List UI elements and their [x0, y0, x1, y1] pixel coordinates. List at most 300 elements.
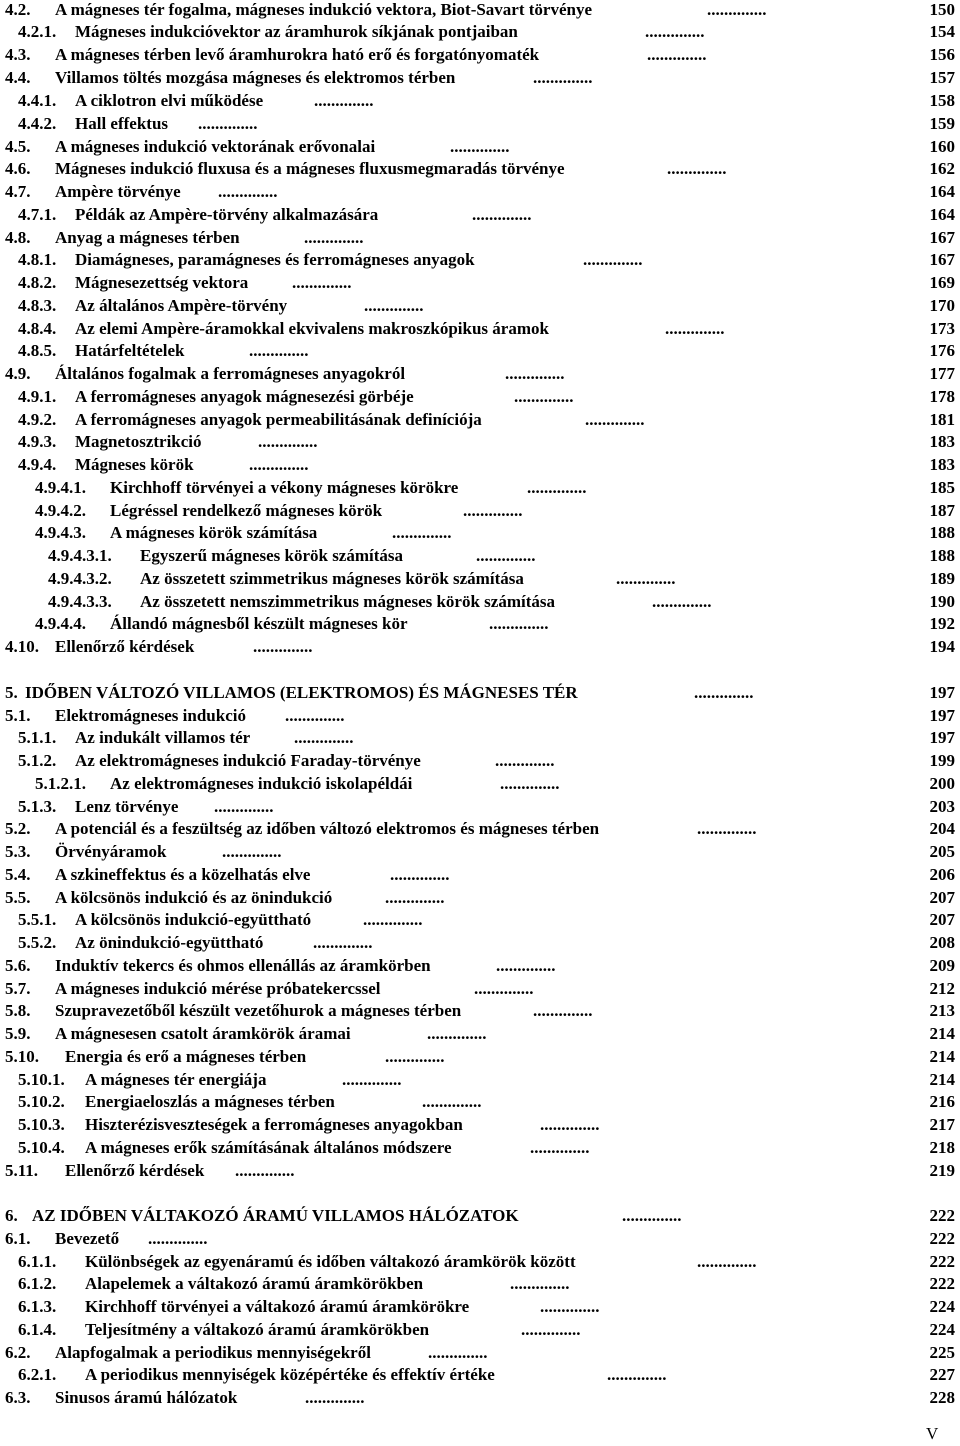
toc-entry-page: 187: [929, 501, 955, 520]
toc-entry-page: 173: [929, 319, 955, 338]
toc-dot-leader: ..............: [235, 1161, 295, 1180]
toc-entry[interactable]: [0, 728, 960, 751]
toc-entry[interactable]: [0, 68, 960, 91]
toc-entry-number: 5.1.3.: [18, 797, 57, 816]
toc-dot-leader: ..............: [249, 341, 309, 360]
toc-entry-page: 157: [929, 68, 955, 87]
toc-dot-leader: ..............: [428, 1343, 488, 1362]
toc-dot-leader: ..............: [521, 1320, 581, 1339]
toc-dot-leader: ..............: [665, 319, 725, 338]
toc-entry-page: 214: [929, 1047, 955, 1066]
toc-entry-number: 4.8.3.: [18, 296, 57, 315]
toc-entry[interactable]: [0, 1070, 960, 1093]
toc-entry-page: 197: [929, 728, 955, 747]
toc-entry-number: 5.11.: [5, 1161, 39, 1180]
toc-dot-leader: ..............: [304, 228, 364, 247]
toc-entry[interactable]: [0, 137, 960, 160]
toc-entry-number: 4.9.: [5, 364, 31, 383]
toc-entry-title: Állandó mágnesből készült mágneses kör: [110, 614, 408, 633]
toc-entry-title: A mágneses indukció mérése próbatekercssel: [55, 979, 381, 998]
toc-entry[interactable]: [0, 1138, 960, 1161]
toc-dot-leader: ..............: [583, 250, 643, 269]
toc-dot-leader: ..............: [364, 296, 424, 315]
toc-entry[interactable]: [0, 797, 960, 820]
toc-dot-leader: ..............: [533, 68, 593, 87]
toc-entry-page: 156: [929, 45, 955, 64]
toc-entry-title: Az elektromágneses indukció Faraday-törvénye: [75, 751, 421, 770]
toc-entry-title: Mágneses körök: [75, 455, 194, 474]
toc-dot-leader: ..............: [476, 546, 536, 565]
toc-entry-number: 5.10.: [5, 1047, 39, 1066]
toc-entry[interactable]: [0, 159, 960, 182]
toc-entry[interactable]: [0, 432, 960, 455]
toc-entry-page: 181: [929, 410, 955, 429]
toc-entry-number: 5.1.2.1.: [35, 774, 86, 793]
toc-entry-page: 188: [929, 523, 955, 542]
toc-dot-leader: ..............: [294, 728, 354, 747]
toc-entry-title: Mágneses indukció fluxusa és a mágneses fluxusmegmaradás törvénye: [55, 159, 565, 178]
toc-entry-number: 4.4.2.: [18, 114, 57, 133]
toc-entry-page: 183: [929, 455, 955, 474]
toc-dot-leader: ..............: [496, 956, 556, 975]
toc-dot-leader: ..............: [585, 410, 645, 429]
toc-entry-number: 5.5.: [5, 888, 31, 907]
toc-dot-leader: ..............: [533, 1001, 593, 1020]
toc-entry-page: 207: [929, 888, 955, 907]
toc-dot-leader: ..............: [222, 842, 282, 861]
toc-entry[interactable]: [0, 296, 960, 319]
toc-dot-leader: ..............: [305, 1388, 365, 1407]
toc-entry-page: 200: [929, 774, 955, 793]
toc-entry-title: A mágneses indukció vektorának erővonalai: [55, 137, 376, 156]
toc-entry-number: 4.9.4.2.: [35, 501, 86, 520]
toc-entry-page: 208: [929, 933, 955, 952]
toc-entry-title: Ellenőrző kérdések: [55, 637, 195, 656]
toc-entry-number: 6.1.2.: [18, 1274, 57, 1293]
toc-entry-title: Az összetett szimmetrikus mágneses körök számítása: [140, 569, 524, 588]
toc-dot-leader: ..............: [314, 91, 374, 110]
toc-entry-page: 216: [929, 1092, 955, 1111]
toc-entry[interactable]: [0, 1024, 960, 1047]
toc-entry-number: 4.2.: [5, 0, 31, 19]
toc-entry-page: 218: [929, 1138, 955, 1157]
toc-entry-page: 192: [929, 614, 955, 633]
toc-dot-leader: ..............: [540, 1297, 600, 1316]
toc-entry-page: 207: [929, 910, 955, 929]
toc-entry-page: 228: [929, 1388, 955, 1407]
toc-entry[interactable]: [0, 341, 960, 364]
toc-entry-title: Különbségek az egyenáramú és időben váltakozó áramkörök között: [85, 1252, 576, 1271]
toc-dot-leader: ..............: [667, 159, 727, 178]
toc-entry-title: Ellenőrző kérdések: [65, 1161, 205, 1180]
toc-entry-title: A potenciál és a feszültség az időben változó elektromos és mágneses térben: [55, 819, 600, 838]
toc-entry-title: Hall effektus: [75, 114, 169, 133]
toc-entry-page: 222: [929, 1252, 955, 1271]
toc-dot-leader: ..............: [540, 1115, 600, 1134]
toc-entry-page: 206: [929, 865, 955, 884]
toc-entry-title: Sinusos áramú hálózatok: [55, 1388, 238, 1407]
toc-entry-number: 6.2.1.: [18, 1365, 57, 1384]
toc-entry-page: 185: [929, 478, 955, 497]
toc-entry-title: A mágnesesen csatolt áramkörök áramai: [55, 1024, 351, 1043]
toc-entry[interactable]: [0, 1092, 960, 1115]
toc-entry[interactable]: [0, 1297, 960, 1320]
toc-entry-title: Kirchhoff törvényei a vékony mágneses körökre: [110, 478, 459, 497]
toc-entry[interactable]: [0, 751, 960, 774]
toc-entry-page: 164: [929, 205, 955, 224]
toc-dot-leader: ..............: [474, 979, 534, 998]
toc-entry-number: 4.9.4.: [18, 455, 57, 474]
toc-entry[interactable]: [0, 910, 960, 933]
toc-entry[interactable]: [0, 979, 960, 1002]
toc-entry[interactable]: [0, 1343, 960, 1366]
toc-entry-title: Egyszerű mágneses körök számítása: [140, 546, 404, 565]
toc-entry-title: A kölcsönös indukció-együttható: [75, 910, 312, 929]
toc-entry[interactable]: [0, 865, 960, 888]
toc-entry-page: 160: [929, 137, 955, 156]
toc-entry[interactable]: [0, 1115, 960, 1138]
toc-entry-number: 4.8.5.: [18, 341, 57, 360]
toc-entry-page: 150: [929, 0, 955, 19]
toc-entry-number: 4.9.1.: [18, 387, 57, 406]
toc-entry-number: 5.6.: [5, 956, 31, 975]
toc-dot-leader: ..............: [652, 592, 712, 611]
toc-entry-number: 5.: [5, 683, 18, 702]
toc-entry[interactable]: [0, 0, 960, 23]
toc-dot-leader: ..............: [214, 797, 274, 816]
toc-entry-title: A kölcsönös indukció és az önindukció: [55, 888, 333, 907]
toc-entry-number: 4.9.2.: [18, 410, 57, 429]
toc-entry-number: 5.7.: [5, 979, 31, 998]
toc-dot-leader: ..............: [530, 1138, 590, 1157]
toc-entry-title: A mágneses tér energiája: [85, 1070, 267, 1089]
toc-entry-title: Diamágneses, paramágneses és ferromágneses anyagok: [75, 250, 475, 269]
toc-entry-page: 222: [929, 1206, 955, 1225]
toc-entry[interactable]: [0, 478, 960, 501]
toc-entry-number: 4.10.: [5, 637, 39, 656]
toc-entry-title: Energia és erő a mágneses térben: [65, 1047, 307, 1066]
toc-entry-number: 4.9.4.3.: [35, 523, 86, 542]
toc-entry-page: 209: [929, 956, 955, 975]
toc-entry-number: 5.1.1.: [18, 728, 57, 747]
toc-dot-leader: ..............: [500, 774, 560, 793]
toc-entry-page: 204: [929, 819, 955, 838]
toc-entry-number: 6.1.4.: [18, 1320, 57, 1339]
toc-dot-leader: ..............: [392, 523, 452, 542]
toc-dot-leader: ..............: [647, 45, 707, 64]
toc-entry-page: 197: [929, 706, 955, 725]
toc-entry[interactable]: [0, 114, 960, 137]
toc-entry-number: 5.10.1.: [18, 1070, 65, 1089]
toc-dot-leader: ..............: [495, 751, 555, 770]
toc-dot-leader: ..............: [258, 432, 318, 451]
toc-entry-title: Villamos töltés mozgása mágneses és elektromos térben: [55, 68, 456, 87]
toc-entry-title: Az általános Ampère-törvény: [75, 296, 288, 315]
toc-entry[interactable]: [0, 614, 960, 637]
toc-entry-number: 4.6.: [5, 159, 31, 178]
toc-entry-page: 170: [929, 296, 955, 315]
toc-entry-number: 5.8.: [5, 1001, 31, 1020]
toc-entry-number: 5.10.3.: [18, 1115, 65, 1134]
toc-entry-number: 4.7.1.: [18, 205, 57, 224]
toc-dot-leader: ..............: [510, 1274, 570, 1293]
toc-entry-number: 4.9.4.1.: [35, 478, 86, 497]
toc-entry-title: A szkineffektus és a közelhatás elve: [55, 865, 311, 884]
toc-entry[interactable]: [0, 1320, 960, 1343]
toc-entry-title: Alapelemek a váltakozó áramú áramkörökben: [85, 1274, 424, 1293]
toc-entry-title: IDŐBEN VÁLTOZÓ VILLAMOS (ELEKTROMOS) ÉS MÁGNESES TÉR: [25, 683, 578, 702]
toc-entry[interactable]: [0, 1229, 960, 1252]
toc-entry-number: 5.2.: [5, 819, 31, 838]
toc-dot-leader: ..............: [148, 1229, 208, 1248]
toc-entry[interactable]: [0, 546, 960, 569]
toc-entry-number: 4.7.: [5, 182, 31, 201]
toc-dot-leader: ..............: [285, 706, 345, 725]
toc-entry-title: A ferromágneses anyagok permeabilitásának definíciója: [75, 410, 482, 429]
toc-entry-title: Kirchhoff törvényei a váltakozó áramú áramkörökre: [85, 1297, 470, 1316]
toc-entry-title: Szupravezetőből készült vezetőhurok a mágneses térben: [55, 1001, 462, 1020]
toc-entry-title: A ferromágneses anyagok mágnesezési görbéje: [75, 387, 414, 406]
toc-entry-number: 6.: [5, 1206, 18, 1225]
toc-dot-leader: ..............: [253, 637, 313, 656]
toc-entry-title: Légréssel rendelkező mágneses körök: [110, 501, 383, 520]
toc-entry-page: 212: [929, 979, 955, 998]
toc-entry[interactable]: [0, 91, 960, 114]
toc-entry-page: 190: [929, 592, 955, 611]
toc-dot-leader: ..............: [422, 1092, 482, 1111]
toc-entry-title: A mágneses körök számítása: [110, 523, 318, 542]
toc-entry-page: 162: [929, 159, 955, 178]
toc-entry[interactable]: [0, 250, 960, 273]
toc-entry-number: 4.4.: [5, 68, 31, 87]
toc-entry-number: 4.9.4.3.2.: [48, 569, 112, 588]
toc-entry-page: 167: [929, 228, 955, 247]
toc-entry[interactable]: [0, 774, 960, 797]
toc-dot-leader: ..............: [707, 0, 767, 19]
toc-entry-title: Lenz törvénye: [75, 797, 179, 816]
toc-entry-number: 6.1.1.: [18, 1252, 57, 1271]
toc-entry[interactable]: [0, 956, 960, 979]
toc-entry-page: 222: [929, 1274, 955, 1293]
toc-dot-leader: ..............: [697, 1252, 757, 1271]
toc-entry[interactable]: [0, 410, 960, 433]
toc-entry[interactable]: [0, 706, 960, 729]
toc-entry[interactable]: [0, 1001, 960, 1024]
toc-dot-leader: ..............: [450, 137, 510, 156]
toc-entry-page: 169: [929, 273, 955, 292]
toc-entry-page: 222: [929, 1229, 955, 1248]
toc-entry[interactable]: [0, 819, 960, 842]
toc-dot-leader: ..............: [427, 1024, 487, 1043]
toc-entry-number: 4.9.4.4.: [35, 614, 86, 633]
toc-entry-number: 4.4.1.: [18, 91, 57, 110]
toc-entry-number: 4.5.: [5, 137, 31, 156]
toc-entry-title: Az elemi Ampère-áramokkal ekvivalens makroszkópikus áramok: [75, 319, 549, 338]
toc-entry-number: 5.3.: [5, 842, 31, 861]
toc-entry-page: 224: [929, 1320, 955, 1339]
toc-entry[interactable]: [0, 182, 960, 205]
toc-entry-page: 217: [929, 1115, 955, 1134]
toc-entry-page: 189: [929, 569, 955, 588]
toc-entry-page: 158: [929, 91, 955, 110]
toc-entry-page: 227: [929, 1365, 955, 1384]
toc-entry-page: 178: [929, 387, 955, 406]
toc-entry-page: 177: [929, 364, 955, 383]
toc-entry-title: Példák az Ampère-törvény alkalmazására: [75, 205, 379, 224]
toc-dot-leader: ..............: [527, 478, 587, 497]
toc-entry-title: Az indukált villamos tér: [75, 728, 251, 747]
toc-entry[interactable]: [0, 592, 960, 615]
toc-entry[interactable]: [0, 1388, 960, 1411]
toc-entry-number: 5.10.4.: [18, 1138, 65, 1157]
toc-entry-number: 4.8.2.: [18, 273, 57, 292]
toc-dot-leader: ..............: [463, 501, 523, 520]
toc-entry-number: 5.1.2.: [18, 751, 57, 770]
toc-entry-title: Induktív tekercs és ohmos ellenállás az áramkörben: [55, 956, 431, 975]
toc-entry-title: Mágnesezettség vektora: [75, 273, 249, 292]
toc-entry-title: A periodikus mennyiségek középértéke és effektív értéke: [85, 1365, 495, 1384]
toc-dot-leader: ..............: [694, 683, 754, 702]
page-number-roman: V: [926, 1424, 939, 1443]
toc-entry-page: 154: [929, 22, 955, 41]
toc-entry-number: 4.8.: [5, 228, 31, 247]
toc-entry[interactable]: [0, 1252, 960, 1275]
toc-entry-number: 6.1.3.: [18, 1297, 57, 1316]
toc-dot-leader: ..............: [390, 865, 450, 884]
toc-entry-title: Az elektromágneses indukció iskolapéldái: [110, 774, 413, 793]
toc-entry[interactable]: [0, 1365, 960, 1388]
toc-entry[interactable]: [0, 1161, 960, 1184]
toc-dot-leader: ..............: [385, 1047, 445, 1066]
toc-dot-leader: ..............: [505, 364, 565, 383]
toc-entry-number: 6.1.: [5, 1229, 31, 1248]
toc-entry-number: 4.9.3.: [18, 432, 57, 451]
toc-entry-title: Az összetett nemszimmetrikus mágneses körök számítása: [140, 592, 556, 611]
toc-dot-leader: ..............: [218, 182, 278, 201]
toc-entry-title: Energiaeloszlás a mágneses térben: [85, 1092, 335, 1111]
toc-dot-leader: ..............: [198, 114, 258, 133]
toc-entry-page: 183: [929, 432, 955, 451]
toc-entry-page: 213: [929, 1001, 955, 1020]
toc-entry-page: 176: [929, 341, 955, 360]
toc-entry-page: 164: [929, 182, 955, 201]
toc-entry-title: Elektromágneses indukció: [55, 706, 246, 725]
toc-entry[interactable]: [0, 319, 960, 342]
toc-dot-leader: ..............: [607, 1365, 667, 1384]
toc-entry-page: 194: [929, 637, 955, 656]
toc-entry-page: 214: [929, 1024, 955, 1043]
toc-entry-number: 5.10.2.: [18, 1092, 65, 1111]
toc-entry-title: Az önindukció-együttható: [75, 933, 264, 952]
toc-entry[interactable]: [0, 933, 960, 956]
toc-dot-leader: ..............: [489, 614, 549, 633]
toc-dot-leader: ..............: [249, 455, 309, 474]
toc-entry-title: Mágneses indukcióvektor az áramhurok síkjának pontjaiban: [75, 22, 518, 41]
toc-entry-title: A ciklotron elvi működése: [75, 91, 264, 110]
toc-dot-leader: ..............: [622, 1206, 682, 1225]
toc-entry[interactable]: [0, 1206, 960, 1229]
toc-entry[interactable]: [0, 387, 960, 410]
toc-entry[interactable]: [0, 228, 960, 251]
toc-entry-page: 214: [929, 1070, 955, 1089]
toc-entry-number: 4.8.4.: [18, 319, 57, 338]
toc-entry-title: Anyag a mágneses térben: [55, 228, 240, 247]
toc-entry-page: 167: [929, 250, 955, 269]
toc-entry[interactable]: [0, 888, 960, 911]
toc-entry-title: A mágneses erők számításának általános módszere: [85, 1138, 452, 1157]
toc-entry-number: 4.3.: [5, 45, 31, 64]
toc-entry-title: Teljesítmény a váltakozó áramú áramkörökben: [85, 1320, 430, 1339]
toc-entry[interactable]: [0, 455, 960, 478]
toc-entry[interactable]: [0, 45, 960, 68]
toc-entry[interactable]: [0, 842, 960, 865]
toc-entry-page: 199: [929, 751, 955, 770]
toc-entry-title: Alapfogalmak a periodikus mennyiségekről: [55, 1343, 371, 1362]
toc-entry-number: 4.9.4.3.1.: [48, 546, 112, 565]
toc-dot-leader: ..............: [385, 888, 445, 907]
toc-entry-title: Határfeltételek: [75, 341, 185, 360]
toc-entry-number: 5.4.: [5, 865, 31, 884]
toc-entry-title: AZ IDŐBEN VÁLTAKOZÓ ÁRAMÚ VILLAMOS HÁLÓZATOK: [32, 1206, 519, 1225]
toc-entry-title: Magnetosztrikció: [75, 432, 202, 451]
toc-entry-number: 5.5.2.: [18, 933, 57, 952]
toc-entry[interactable]: [0, 22, 960, 45]
toc-entry-page: 159: [929, 114, 955, 133]
toc-dot-leader: ..............: [645, 22, 705, 41]
toc-entry-number: 4.8.1.: [18, 250, 57, 269]
toc-dot-leader: ..............: [616, 569, 676, 588]
toc-entry[interactable]: [0, 683, 960, 706]
toc-entry[interactable]: [0, 569, 960, 592]
toc-entry[interactable]: [0, 205, 960, 228]
toc-entry[interactable]: [0, 1274, 960, 1297]
toc-entry-page: 225: [929, 1343, 955, 1362]
toc-entry-number: 5.1.: [5, 706, 31, 725]
toc-entry-number: 6.3.: [5, 1388, 31, 1407]
toc-dot-leader: ..............: [292, 273, 352, 292]
toc-entry-page: 224: [929, 1297, 955, 1316]
toc-entry-number: 5.9.: [5, 1024, 31, 1043]
toc-entry-page: 188: [929, 546, 955, 565]
toc-entry-title: Örvényáramok: [55, 842, 167, 861]
toc-entry-number: 6.2.: [5, 1343, 31, 1362]
toc-dot-leader: ..............: [472, 205, 532, 224]
toc-dot-leader: ..............: [514, 387, 574, 406]
toc-entry-title: Ampère törvénye: [55, 182, 181, 201]
toc-entry-page: 197: [929, 683, 955, 702]
toc-entry[interactable]: [0, 364, 960, 387]
toc-entry-page: 219: [929, 1161, 955, 1180]
toc-entry[interactable]: [0, 273, 960, 296]
toc-entry[interactable]: [0, 637, 960, 660]
toc-dot-leader: ..............: [697, 819, 757, 838]
toc-dot-leader: ..............: [342, 1070, 402, 1089]
toc-entry-title: Általános fogalmak a ferromágneses anyagokról: [55, 364, 406, 383]
toc-entry[interactable]: [0, 523, 960, 546]
toc-entry-number: 4.2.1.: [18, 22, 57, 41]
toc-entry-title: Bevezető: [55, 1229, 120, 1248]
toc-entry[interactable]: [0, 1047, 960, 1070]
toc-entry-title: A mágneses tér fogalma, mágneses indukció vektora, Biot-Savart törvénye: [55, 0, 593, 19]
toc-entry-number: 4.9.4.3.3.: [48, 592, 112, 611]
toc-entry-title: A mágneses térben levő áramhurokra ható erő és forgatónyomaték: [55, 45, 540, 64]
toc-dot-leader: ..............: [363, 910, 423, 929]
toc-entry-title: Hiszterézisveszteségek a ferromágneses anyagokban: [85, 1115, 463, 1134]
toc-entry-page: 203: [929, 797, 955, 816]
toc-entry-page: 205: [929, 842, 955, 861]
toc-entry[interactable]: [0, 501, 960, 524]
toc-dot-leader: ..............: [313, 933, 373, 952]
